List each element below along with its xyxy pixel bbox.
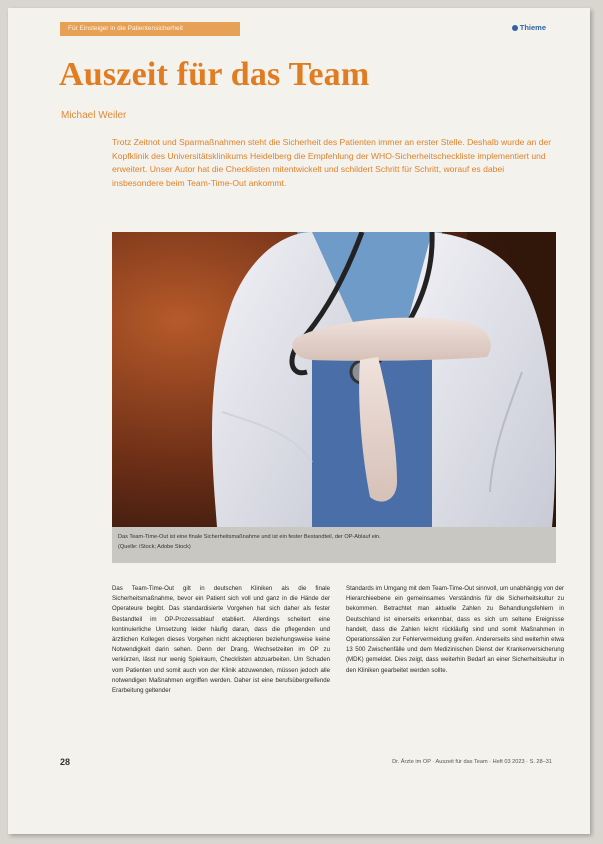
caption-text: Das Team-Time-Out ist eine finale Sicherheitsmaßnahme und ist ein fester Bestandteil, der OP-Ablauf ein. (118, 534, 381, 540)
doctor-timeout-photo (112, 232, 556, 527)
article-author: Michael Weiler (61, 110, 127, 121)
body-column-2: Standards im Umgang mit dem Team-Time-Out sinnvoll, um unabhängig von der Hierarchieebene ein gemeinsames Verständnis für die Sicherheitskultur zu bekommen. Betrachtet man aktuelle Zahlen zu Behandlungsfehlern in Deutschland ist einerseits erkennbar, dass es sich um seltene Ereignisse handelt, dass die Zahlen leicht rückläufig sind und somit Maßnahmen in Operationssälen zur Fehlervermeidung greifen. Andererseits sind weiterhin etwa 13 500 Zwischenfälle und dem Medizinischen Dienst der Krankenversicherung (MDK) gemeldet. Dies zeigt, dass weiterhin Bedarf an einer Sicherheitskultur in den Kliniken gearbeitet werden sollte. (346, 585, 564, 674)
publisher-logo-icon (512, 25, 518, 31)
page-number: 28 (60, 757, 71, 767)
photo-caption (118, 532, 548, 552)
article-photo (112, 232, 556, 527)
caption-source: (Quelle: iStock; Adobe Stock) (118, 544, 191, 550)
journal-page (8, 8, 590, 834)
page-footer: Dr. Ärzte im OP · Auszeit für das Team · Heft 03 2023 · S. 28–31 (392, 759, 552, 765)
body-column-1: Das Team-Time-Out gilt in deutschen Kliniken als die finale Sicherheitsmaßnahme, bevor ein Patient sich voll und ganz in die Hände der Operateure begibt. Das standardisierte Vorgehen hat sich daher als fester Bestandteil im OP-Prozessablauf etabliert. Allerdings scheitert eine kontinuierliche Umsetzung leider häufig daran, dass die pflegenden und ärztlichen Kollegen dieses Vorgehen nicht akzeptieren beziehungsweise keine Notwendigkeit darin sehen. Denn der Drang, Wechselzeiten im OP zu verkürzen, lässt nur wenig Spielraum, Checklisten abzuarbeiten. Um Schaden vom Patienten und somit auch von der Klinik abzuwenden, müssen jedoch alle notwendigen Maßnahmen ergriffen werden. Daher ist eine berufsübergreifende Erarbeitung geltender (112, 585, 330, 695)
article-intro: Trotz Zeitnot und Sparmaßnahmen steht die Sicherheit des Patienten immer an erster Stelle. Deshalb wurde an der Kopfklinik des Universitätsklinikums Heidelberg die Empfehlung der WHO-Sicherheitscheckliste implementiert und erweitert. Unser Autor hat die Checklisten mitentwickelt und schildert Schritt für Schritt, worauf es dabei insbesondere beim Team-Time-Out ankommt. (112, 137, 552, 188)
article-title: Auszeit für das Team (59, 56, 370, 93)
publisher-logo (512, 23, 546, 32)
publisher-name: Thieme (519, 23, 546, 32)
section-tag: Für Einsteiger in die Patientensicherheit (60, 22, 240, 36)
